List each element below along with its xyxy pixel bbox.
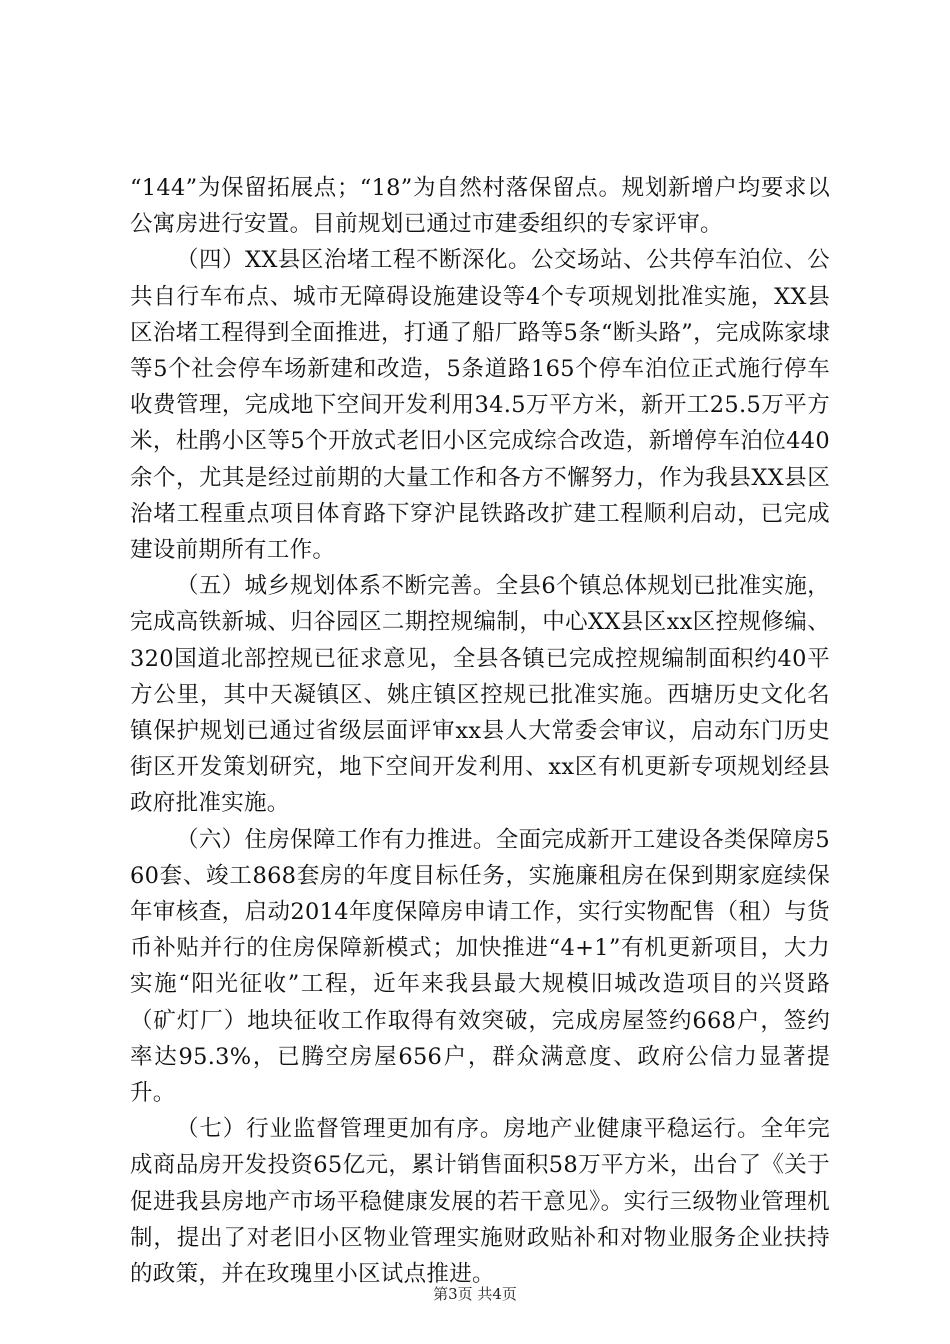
paragraph-section-7: （七）行业监督管理更加有序。房地产业健康平稳运行。全年完成商品房开发投资65亿元，累计销售面积58万平方米，出台了《关于促进我县房地产市场平稳健康发展的若干意见》。实行三级物业管理机制，提出了对老旧小区物业管理实施财政贴补和对物业服务企业扶持的政策，并在玫瑰里小区试点推进。	[130, 1116, 830, 1288]
document-body	[130, 170, 830, 1292]
paragraph-section-6: （六）住房保障工作有力推进。全面完成新开工建设各类保障房560套、竣工868套房的年度目标任务，实施廉租房在保到期家庭续保年审核查，启动2014年度保障房申请工作，实行实物配售（租）与货币补贴并行的住房保障新模式；加快推进“4+1”有机更新项目，大力实施“阳光征收”工程，近年来我县最大规模旧城改造项目的兴贤路（矿灯厂）地块征收工作取得有效突破，完成房屋签约668户，签约率达95.3%，已腾空房屋656户，群众满意度、政府公信力显著提升。	[130, 826, 830, 1107]
paragraph-section-4: （四）XX县区治堵工程不断深化。公交场站、公共停车泊位、公共自行车布点、城市无障碍设施建设等4个专项规划批准实施，XX县区治堵工程得到全面推进，打通了船厂路等5条“断头路”，完成陈家埭等5个社会停车场新建和改造，5条道路165个停车泊位正式施行停车收费管理，完成地下空间开发利用34.5万平方米，新开工25.5万平方米，杜鹃小区等5个开放式老旧小区完成综合改造，新增停车泊位440余个，尤其是经过前期的大量工作和各方不懈努力，作为我县XX县区治堵工程重点项目体育路下穿沪昆铁路改扩建工程顺利启动，已完成建设前期所有工作。	[130, 247, 830, 564]
page-footer: 第3页 共4页	[433, 1285, 517, 1303]
paragraph-continuation: “144”为保留拓展点；“18”为自然村落保留点。规划新增户均要求以公寓房进行安置。目前规划已通过市建委组织的专家评审。	[130, 175, 830, 238]
paragraph-section-5: （五）城乡规划体系不断完善。全县6个镇总体规划已批准实施，完成高铁新城、归谷园区二期控规编制，中心XX县区xx区控规修编、320国道北部控规已征求意见，全县各镇已完成控规编制面积约40平方公里，其中天凝镇区、姚庄镇区控规已批准实施。西塘历史文化名镇保护规划已通过省级层面评审xx县人大常委会审议，启动东门历史街区开发策划研究，地下空间开发利用、xx区有机更新专项规划经县政府批准实施。	[130, 573, 830, 817]
